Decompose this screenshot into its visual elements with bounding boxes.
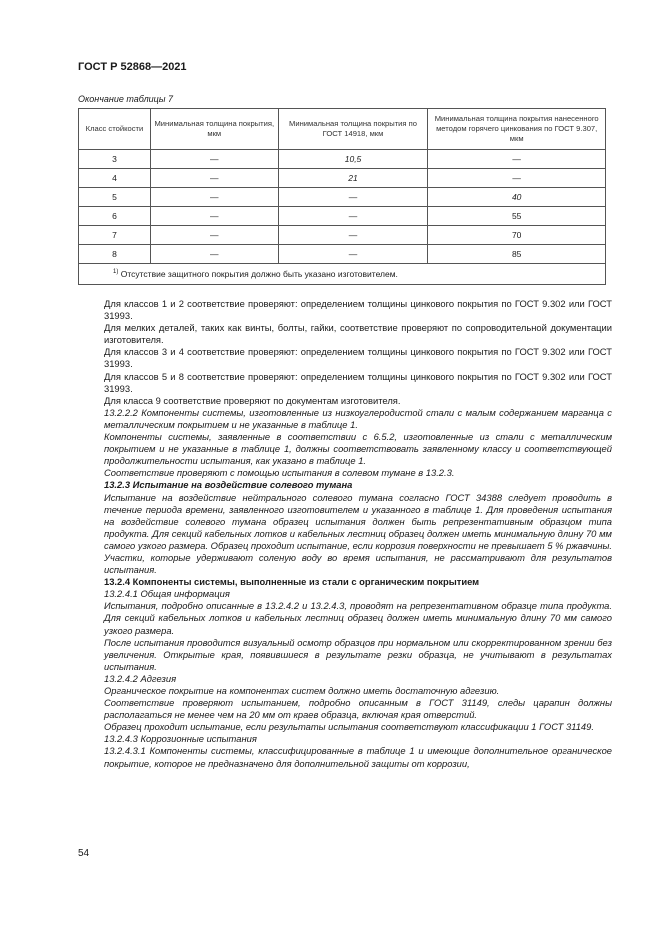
table-cell: — bbox=[428, 169, 606, 188]
paragraph: 13.2.4.3.1 Компоненты системы, классифицированные в таблице 1 и имеющие дополнительное органическое покрытие, которое не предназначено для дополнительной защиты от коррозии, bbox=[104, 745, 612, 769]
table-cell: 3 bbox=[79, 150, 151, 169]
table-cell: — bbox=[150, 169, 278, 188]
subsection-heading: 13.2.4.2 Адгезия bbox=[104, 672, 177, 684]
table-row bbox=[79, 188, 606, 207]
paragraph: Испытание на воздействие нейтрального солевого тумана согласно ГОСТ 34388 следует проводить в течение периода времени, заявленного изготовителем и указанного в таблице 1. Для проведения испытания на воздействие солевого тумана образец испытания должен быть репрезентативным образцом типа продукта. Для секций кабельных лотков и кабельных лестниц образец должен иметь минимальную длину 70 мм самого узкого размера. Образец проходит испытание, если коррозия поверхности не превышает 5 % ржавчины. Участки, которые удерживают соленую воду во время испытания, не рассматривают для результатов испытания. bbox=[104, 491, 612, 576]
paragraph: Для классов 5 и 8 соответствие проверяют: определением толщины цинкового покрытия по ГОСТ 9.302 или ГОСТ 31993. bbox=[104, 370, 612, 394]
paragraph: Испытания, подробно описанные в 13.2.4.2 и 13.2.4.3, проводят на репрезентативном образце типа продукта. Для секций кабельных лотков и кабельных лестниц образец должен иметь минимальную длину 70 мм самого узкого размера. bbox=[104, 600, 612, 636]
paragraph: Для классов 3 и 4 соответствие проверяют: определением толщины цинкового покрытия по ГОСТ 9.302 или ГОСТ 31993. bbox=[104, 346, 612, 370]
paragraph: Соответствие проверяют с помощью испытания в солевом тумане в 13.2.3. bbox=[104, 467, 455, 479]
table-row bbox=[79, 207, 606, 226]
table-caption: Окончание таблицы 7 bbox=[78, 94, 173, 104]
table-cell: — bbox=[428, 150, 606, 169]
paragraph: Для мелких деталей, таких как винты, болты, гайки, соответствие проверяют по сопроводительной документации изготовителя. bbox=[104, 322, 612, 346]
table-row bbox=[79, 169, 606, 188]
table-cell: 7 bbox=[79, 226, 151, 245]
subsection-heading: 13.2.4.1 Общая информация bbox=[104, 588, 230, 600]
table-cell: 70 bbox=[428, 226, 606, 245]
subsection-heading: 13.2.4.3 Коррозионные испытания bbox=[104, 733, 257, 745]
section-heading: 13.2.3 Испытание на воздействие солевого тумана bbox=[104, 479, 353, 491]
table-cell: — bbox=[150, 207, 278, 226]
table-cell: 40 bbox=[428, 188, 606, 207]
table-row bbox=[79, 150, 606, 169]
table-cell: 5 bbox=[79, 188, 151, 207]
table-cell: — bbox=[278, 245, 428, 264]
col-header: Минимальная толщина покрытия по ГОСТ 14918, мкм bbox=[278, 109, 428, 150]
table-cell: — bbox=[150, 150, 278, 169]
col-header: Класс стойкости bbox=[79, 109, 151, 150]
table-cell: — bbox=[278, 226, 428, 245]
paragraph: 13.2.2.2 Компоненты системы, изготовленные из низкоуглеродистой стали с малым содержанием марганца с металлическим покрытием и не указанные в таблице 1. bbox=[104, 406, 612, 430]
table-row bbox=[79, 245, 606, 264]
paragraph: Для класса 9 соответствие проверяют по документам изготовителя. bbox=[104, 394, 401, 406]
table-cell: 85 bbox=[428, 245, 606, 264]
table-cell: 10,5 bbox=[278, 150, 428, 169]
table-cell: 55 bbox=[428, 207, 606, 226]
table-cell: 8 bbox=[79, 245, 151, 264]
table-cell: — bbox=[150, 245, 278, 264]
paragraph: Компоненты системы, заявленные в соответствии с 6.5.2, изготовленные из стали с металлическим покрытием и не указанные в таблице 1, должны соответствовать заявленному классу и соответствующей продолжительности испытания, как указано в таблице 1. bbox=[104, 431, 612, 467]
table-cell: — bbox=[278, 188, 428, 207]
page-number: 54 bbox=[78, 848, 90, 859]
table-cell: 21 bbox=[278, 169, 428, 188]
paragraph: После испытания проводится визуальный осмотр образцов при нормальном или скорректированном зрении без увеличения. Открытые края, появившиеся в результате резки образца, не учитывают в результатах испытания. bbox=[104, 636, 612, 672]
col-header: Минимальная толщина покрытия нанесенного методом горячего цинкования по ГОСТ 9.307, мкм bbox=[428, 109, 606, 150]
body-text bbox=[104, 298, 612, 770]
document-id-header: ГОСТ Р 52868—2021 bbox=[78, 61, 187, 73]
footnote-text: Отсутствие защитного покрытия должно быть указано изготовителем. bbox=[120, 269, 398, 279]
paragraph: Для классов 1 и 2 соответствие проверяют: определением толщины цинкового покрытия по ГОСТ 9.302 или ГОСТ 31993. bbox=[104, 298, 612, 322]
section-heading: 13.2.4 Компоненты системы, выполненные из стали с органическим покрытием bbox=[104, 576, 480, 588]
paragraph: Образец проходит испытание, если результаты испытания соответствуют классификации 1 ГОСТ 31149. bbox=[104, 721, 594, 733]
table-cell: 6 bbox=[79, 207, 151, 226]
table-cell: — bbox=[278, 207, 428, 226]
table-cell: — bbox=[150, 188, 278, 207]
col-header: Минимальная толщина покрытия, мкм bbox=[150, 109, 278, 150]
table-footnote-row bbox=[79, 264, 606, 285]
table-7 bbox=[78, 108, 606, 285]
footnote-mark: 1) bbox=[113, 269, 119, 276]
table-cell: — bbox=[150, 226, 278, 245]
table-footnote bbox=[79, 264, 606, 285]
paragraph: Соответствие проверяют испытанием, подробно описанным в ГОСТ 31149, следы царапин должны располагаться не менее чем на 20 мм от краев образца, включая края отверстий. bbox=[104, 697, 612, 721]
paragraph: Органическое покрытие на компонентах систем должно иметь достаточную адгезию. bbox=[104, 685, 500, 696]
table-row bbox=[79, 226, 606, 245]
table-header-row bbox=[79, 109, 606, 150]
table-cell: 4 bbox=[79, 169, 151, 188]
